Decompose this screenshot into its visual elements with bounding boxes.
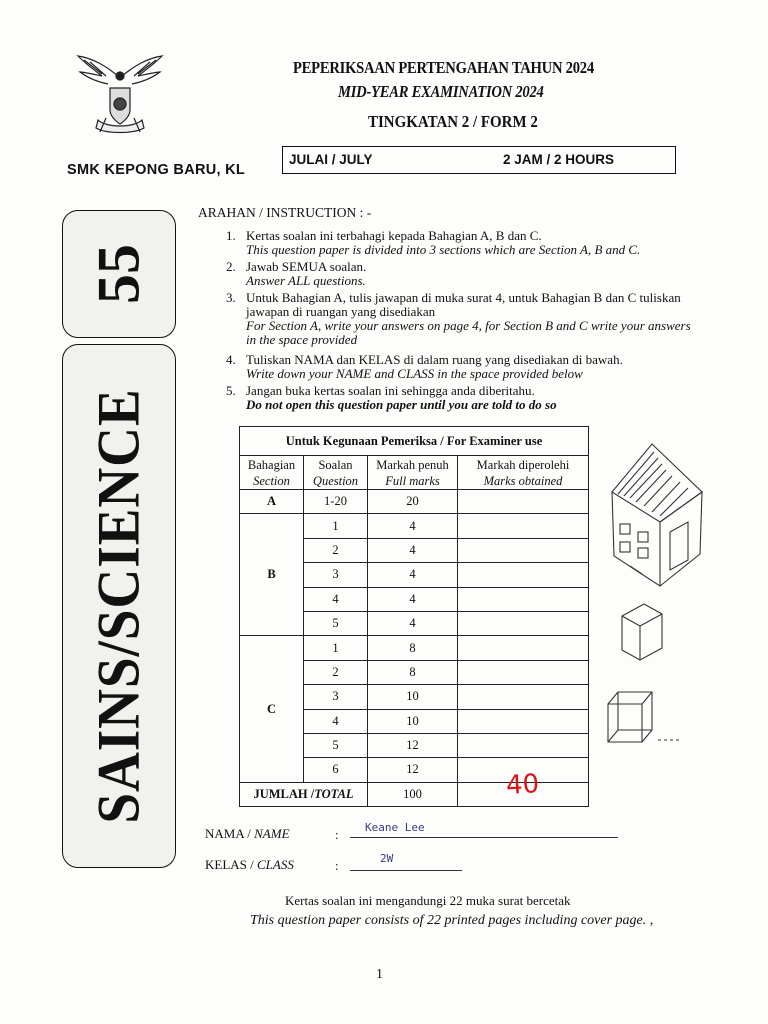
marks-cell (458, 660, 589, 684)
instruction-4-en: Write down your NAME and CLASS in the space provided below (246, 366, 583, 381)
house-doodle-icon (600, 436, 712, 776)
table-row: 2 8 (240, 660, 589, 684)
subject-box (62, 344, 176, 868)
marks-cell (458, 733, 589, 757)
page-count-english: This question paper consists of 22 printed pages including cover page. , (250, 913, 654, 928)
name-line (350, 837, 618, 838)
marks-cell (458, 563, 589, 587)
instruction-1-ms: Kertas soalan ini terbahagi kepada Bahagian A, B dan C. (246, 228, 542, 243)
instruction-3-ms: Untuk Bahagian A, tulis jawapan di muka surat 4, untuk Bahagian B dan C tuliskan (246, 290, 681, 305)
student-class[interactable]: 2W (380, 852, 394, 865)
marks-cell (458, 538, 589, 562)
section-b-label: B (240, 514, 304, 636)
exam-title-english: MID-YEAR EXAMINATION 2024 (338, 82, 544, 101)
instruction-2-ms: Jawab SEMUA soalan. (246, 259, 367, 274)
header-full-marks: Markah penuh Full marks (368, 456, 458, 490)
table-row: 4 10 (240, 709, 589, 733)
table-row: 5 4 (240, 611, 589, 635)
table-row: B 1 4 (240, 514, 589, 538)
marks-cell (458, 587, 589, 611)
table-row: C 1 8 (240, 636, 589, 660)
header-question: Soalan Question (304, 456, 368, 490)
section-a-label: A (240, 490, 304, 514)
school-name: SMK KEPONG BARU, KL (67, 162, 246, 178)
header-section: Bahagian Section (240, 456, 304, 490)
header-marks-obtained: Markah diperolehi Marks obtained (458, 456, 589, 490)
class-line (350, 870, 462, 871)
marks-cell (458, 611, 589, 635)
page-number: 1 (376, 967, 383, 982)
instruction-3-en2: in the space provided (246, 332, 358, 347)
table-row: 2 4 (240, 538, 589, 562)
paper-code-box (62, 210, 176, 338)
marks-cell (458, 636, 589, 660)
exam-month: JULAI / JULY (289, 152, 373, 167)
handwritten-score: 40 (505, 769, 540, 801)
subject-name: SAINS/SCIENCE (85, 388, 152, 824)
examiner-table (239, 426, 589, 807)
school-crest-icon (72, 48, 168, 144)
exam-duration: 2 JAM / 2 HOURS (503, 152, 615, 167)
student-name[interactable]: Keane Lee (365, 821, 425, 834)
exam-title-malay: PEPERIKSAAN PERTENGAHAN TAHUN 2024 (293, 58, 594, 77)
instruction-1-en: This question paper is divided into 3 sections which are Section A, B and C. (246, 242, 641, 257)
table-title: Untuk Kegunaan Pemeriksa / For Examiner use (240, 427, 589, 456)
table-row: 4 4 (240, 587, 589, 611)
total-marks: 100 (368, 782, 458, 806)
class-label: KELAS / CLASS (205, 857, 294, 872)
instruction-4: 4. Tuliskan NAMA dan KELAS di dalam ruang yang disediakan di bawah. Write down your NAME and CLASS in the space provided below (226, 352, 623, 381)
marks-cell (458, 514, 589, 538)
instruction-2: 2. Jawab SEMUA soalan. Answer ALL questions. (226, 259, 367, 288)
exam-info-box (282, 146, 676, 174)
instruction-3-ms2: jawapan di ruangan yang disediakan (246, 304, 436, 319)
table-row: 6 12 (240, 758, 589, 782)
table-row: 3 10 (240, 685, 589, 709)
page-count-malay: Kertas soalan ini mengandungi 22 muka surat bercetak (285, 893, 571, 908)
instruction-3-en: For Section A, write your answers on page 4, for Section B and C write your answers (246, 318, 691, 333)
section-c-label: C (240, 636, 304, 782)
instruction-5: 5. Jangan buka kertas soalan ini sehingga anda diberitahu. Do not open this question paper until you are told to do so (226, 383, 557, 412)
instruction-5-ms: Jangan buka kertas soalan ini sehingga anda diberitahu. (246, 383, 535, 398)
marks-cell (458, 709, 589, 733)
instruction-5-en: Do not open this question paper until you are told to do so (246, 397, 557, 412)
marks-cell (458, 685, 589, 709)
instruction-4-ms: Tuliskan NAMA dan KELAS di dalam ruang yang disediakan di bawah. (246, 352, 623, 367)
table-row: A 1-20 20 (240, 490, 589, 514)
instructions-heading: ARAHAN / INSTRUCTION : - (198, 205, 372, 220)
instruction-3: 3. Untuk Bahagian A, tulis jawapan di muka surat 4, untuk Bahagian B dan C tuliskan jawapan di ruangan yang disediakan For Section A, write your answers on page 4, for Section B and C write your answers in the space provided (226, 290, 691, 347)
table-row: 5 12 (240, 733, 589, 757)
total-label: JUMLAH /TOTAL (240, 782, 368, 806)
instruction-2-en: Answer ALL questions. (246, 273, 366, 288)
form-level: TINGKATAN 2 / FORM 2 (368, 112, 538, 131)
instruction-1: 1. Kertas soalan ini terbahagi kepada Bahagian A, B dan C. This question paper is divided into 3 sections which are Section A, B and C. (226, 228, 641, 257)
marks-cell (458, 490, 589, 514)
paper-code: 55 (85, 244, 152, 304)
name-label: NAMA / NAME (205, 826, 290, 841)
table-row: 3 4 (240, 563, 589, 587)
